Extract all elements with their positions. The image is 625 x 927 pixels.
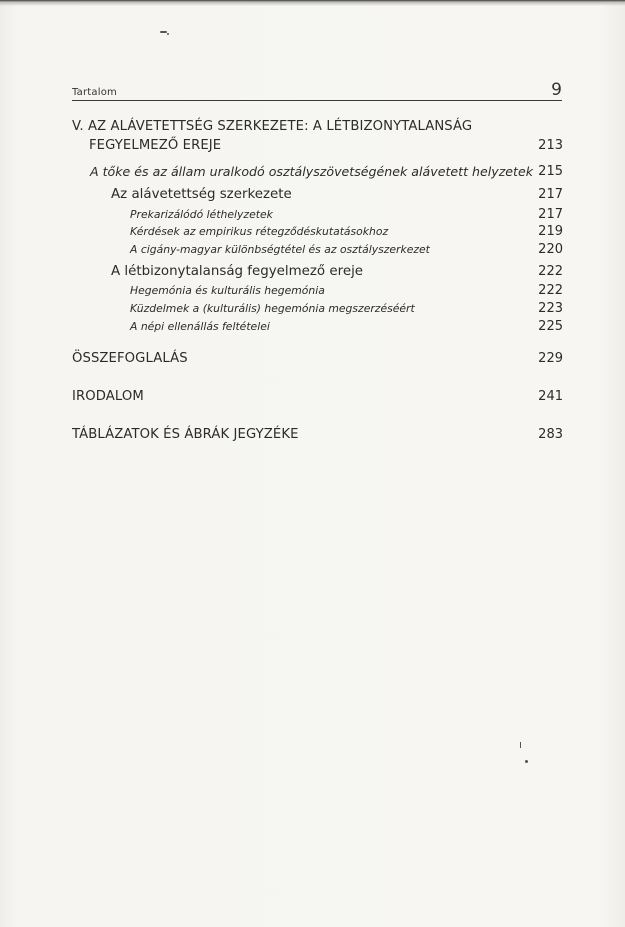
- toc-entry-subsection-title: A létbizonytalanság fegyelmező ereje: [111, 264, 364, 279]
- toc-entry-chapter-v-title-line1: V. AZ ALÁVETETTSÉG SZERKEZETE: A LÉTBIZONYTALANSÁG: [72, 119, 473, 134]
- page-top-edge-shadow: [0, 0, 625, 6]
- toc-entry-chapter-v-page: 213: [538, 138, 563, 153]
- toc-entry-bibliography: [0, 389, 625, 407]
- toc-entry-subsubsection-page: 219: [538, 224, 563, 239]
- toc-entry-subsubsection: [0, 224, 625, 242]
- toc-entry-chapter-v: [0, 119, 625, 159]
- toc-entry-subsubsection: [0, 319, 625, 337]
- toc-entry-list-of-tables: [0, 427, 625, 445]
- toc-entry-subsubsection-page: 222: [538, 283, 563, 298]
- toc-entry-subsubsection-title: A népi ellenállás feltételei: [130, 320, 270, 333]
- toc-entry-section-title: A tőke és az állam uralkodó osztályszövetségének alávetett helyzetek: [90, 164, 534, 179]
- toc-entry-bibliography-page: 241: [538, 389, 563, 404]
- toc-entry-subsection-page: 217: [538, 187, 563, 202]
- page-number: 9: [551, 80, 562, 100]
- toc-entry-bibliography-title: IRODALOM: [72, 389, 144, 404]
- toc-entry-section-page: 215: [538, 164, 563, 179]
- toc-entry-subsubsection-title: Prekarizálódó léthelyzetek: [130, 208, 273, 221]
- toc-entry-subsubsection-title: Kérdések az empirikus rétegződéskutatásokhoz: [130, 225, 389, 238]
- toc-entry-subsection-page: 222: [538, 264, 563, 279]
- toc-entry-summary-title: ÖSSZEFOGLALÁS: [72, 351, 188, 366]
- toc-entry-subsection-title: Az alávetettség szerkezete: [111, 187, 292, 202]
- toc-entry-subsubsection-page: 217: [538, 207, 563, 222]
- toc-entry-subsubsection: [0, 301, 625, 319]
- ink-speck-top: [160, 31, 167, 33]
- ink-speck-top-dot: [167, 33, 169, 35]
- toc-entry-subsubsection-page: 223: [538, 301, 563, 316]
- toc-entry-subsubsection-title: Küzdelmek a (kulturális) hegemónia megszerzéséért: [130, 302, 415, 315]
- toc-entry-summary: [0, 351, 625, 369]
- toc-entry-subsubsection: [0, 242, 625, 260]
- toc-entry-subsection: [0, 187, 625, 205]
- ink-speck-lower: [525, 760, 528, 763]
- toc-entry-subsubsection-title: Hegemónia és kulturális hegemónia: [130, 284, 325, 297]
- toc-entry-list-of-tables-page: 283: [538, 427, 563, 442]
- ink-speck-lower-mark: [520, 742, 521, 748]
- toc-entry-subsubsection: [0, 207, 625, 225]
- toc-entry-section: [0, 164, 625, 182]
- toc-entry-subsubsection-page: 220: [538, 242, 563, 257]
- toc-entry-subsubsection: [0, 283, 625, 301]
- running-head: Tartalom: [72, 87, 117, 98]
- toc-entry-subsection: [0, 264, 625, 282]
- toc-entry-subsubsection-title: A cigány-magyar különbségtétel és az osztályszerkezet: [130, 243, 430, 256]
- toc-entry-list-of-tables-title: TÁBLÁZATOK ÉS ÁBRÁK JEGYZÉKE: [72, 427, 299, 442]
- page-header: [72, 80, 562, 101]
- toc-entry-subsubsection-page: 225: [538, 319, 563, 334]
- toc-entry-summary-page: 229: [538, 351, 563, 366]
- toc-entry-chapter-v-title-line2: FEGYELMEZŐ EREJE: [89, 138, 222, 153]
